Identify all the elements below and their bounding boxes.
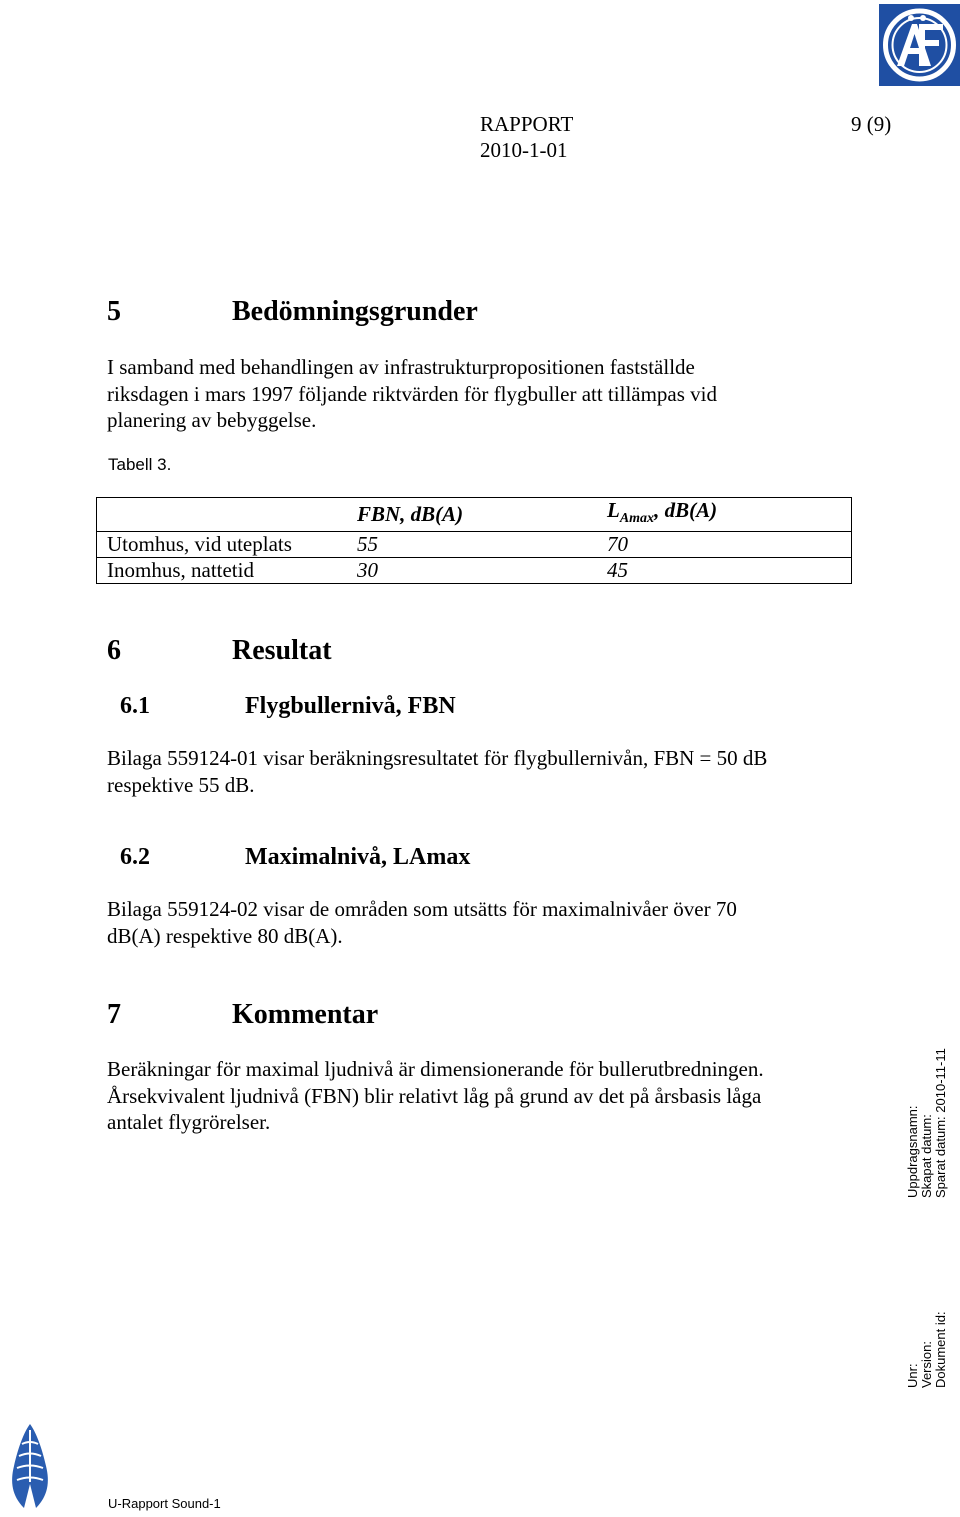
sidebar-line: Sparat datum: 2010-11-11	[933, 1048, 948, 1198]
shell-logo-icon	[6, 1422, 54, 1512]
section-6-1-paragraph	[107, 745, 867, 798]
af-logo-icon	[879, 4, 960, 86]
lamax-unit: , dB(A)	[654, 498, 718, 522]
table-header-empty	[97, 498, 348, 532]
table-cell-fbn: 30	[347, 558, 597, 584]
lamax-subscript: Amax	[619, 511, 655, 527]
paragraph-line: dB(A) respektive 80 dB(A).	[107, 923, 343, 948]
section-6-1-title: Flygbullernivå, FBN	[245, 693, 456, 719]
header-page-number: 9 (9)	[851, 112, 892, 136]
section-6-title: Resultat	[232, 635, 332, 666]
section-7-paragraph	[107, 1056, 867, 1136]
header-date: 2010-1-01	[480, 138, 568, 162]
section-5-number: 5	[107, 296, 121, 327]
table-cell-label: Utomhus, vid uteplats	[97, 532, 348, 558]
paragraph-line: Bilaga 559124-01 visar beräkningsresultatet för flygbullernivån, FBN = 50 dB	[107, 746, 768, 770]
table-row	[97, 558, 852, 584]
table-cell-lamax: 45	[597, 558, 852, 584]
sidebar-line: Dokument id:	[933, 1311, 948, 1388]
footer-template-name: U-Rapport Sound-1	[108, 1496, 221, 1511]
section-6-1-number: 6.1	[120, 693, 150, 719]
paragraph-line: antalet flygrörelser.	[107, 1110, 271, 1134]
paragraph-line: Årsekvivalent ljudnivå (FBN) blir relativt låg på grund av det på årsbasis låga	[107, 1083, 762, 1108]
table-row	[97, 532, 852, 558]
section-6-number: 6	[107, 635, 121, 666]
paragraph-line: I samband med behandlingen av infrastrukturpropositionen fastställde	[107, 355, 695, 379]
sidebar-line: Uppdragsnamn:	[905, 1105, 920, 1198]
lamax-l: L	[607, 498, 620, 522]
section-7-title: Kommentar	[232, 999, 379, 1030]
table-caption: Tabell 3.	[108, 455, 172, 474]
paragraph-line: Bilaga 559124-02 visar de områden som utsätts för maximalnivåer över 70	[107, 897, 737, 921]
sidebar-upper-block	[906, 1048, 948, 1198]
table-cell-label: Inomhus, nattetid	[97, 558, 348, 584]
section-6-2-number: 6.2	[120, 844, 150, 870]
sidebar-line: Version:	[919, 1341, 934, 1388]
section-6-2-paragraph	[107, 896, 847, 949]
section-5-paragraph	[107, 354, 847, 434]
paragraph-line: respektive 55 dB.	[107, 772, 255, 797]
table-header-lamax	[597, 498, 852, 532]
sidebar-line: Skapat datum:	[919, 1114, 934, 1198]
table-cell-lamax: 70	[597, 532, 852, 558]
section-6-2-title: Maximalnivå, LAmax	[245, 844, 471, 870]
table-header-fbn: FBN, dB(A)	[347, 498, 597, 532]
sidebar-lower-block	[906, 1311, 948, 1388]
section-7-number: 7	[107, 999, 121, 1030]
paragraph-line: planering av bebyggelse.	[107, 408, 317, 432]
header-doc-type: RAPPORT	[480, 112, 574, 136]
table-header-row	[97, 498, 852, 532]
criteria-table	[96, 497, 852, 584]
paragraph-line: Beräkningar för maximal ljudnivå är dimensionerande för bullerutbredningen.	[107, 1057, 764, 1081]
sidebar-line: Unr:	[905, 1363, 920, 1388]
table-cell-fbn: 55	[347, 532, 597, 558]
paragraph-line: riksdagen i mars 1997 följande riktvärden för flygbuller att tillämpas vid	[107, 381, 718, 406]
section-5-title: Bedömningsgrunder	[232, 296, 478, 327]
